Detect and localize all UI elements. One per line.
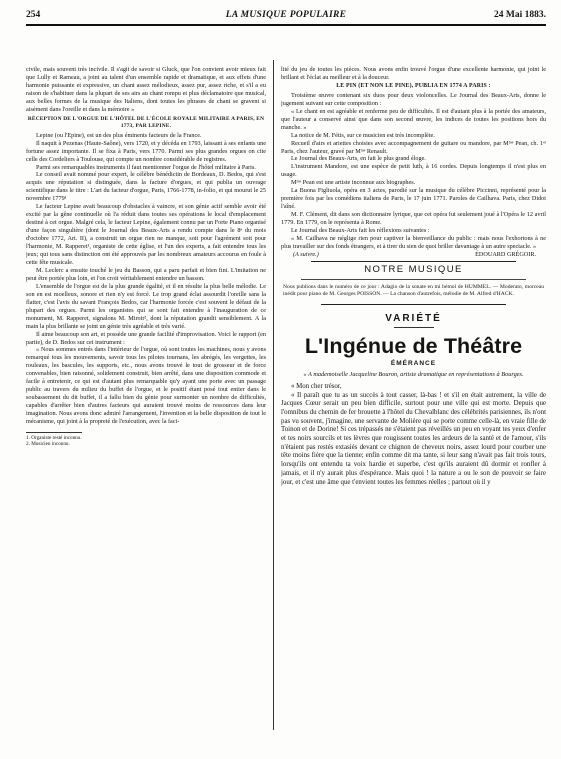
continued-paragraph: civile, mais souvent très incivile. Il s'agit de savoir si Gluck, que l'on convient avoir mieux fait que Lully et Rameau, a joint au talent d'un ensemble rapide et dramatique, et aux effets d'une harmonie puissante et expressive, un chant assez mélodieux, assez pur, assez riche, et s'il a eu raison de s'habituer dans la plupart de ses airs au chant rompu et plus déclamatoire que musical, aux belles formes de la musique des Italiens, dont toutes les phrases de chant se gravent si aisément dans l'oreille et dans la mémoire »	[26, 66, 266, 113]
story-body: « Il paraît que tu as un succès à tout casser, là-bas ! et s'il en était autrement, la ville de Jacques Cœur serait un peu bien difficile, surtout pour une ville qui est morte. Depuis que l'omnibus du chemin de fer brouette à l'hôtel du Chevalblanc des célébrités parisiennes, ils n'ont pas vu souvent, j'imagine, une servante de Molière qui se porte comme celle-là, en vraie fille de Toinon et de Dorine! Si ces trépassés ne s'étaient pas réveillés un peu en voyant tes yeux d'enfer et tes noirs sourcils et tes lèvres que rougissent toutes les ardeurs de la santé et de l'amour, s'ils n'étaient pas restés extasiés devant ce chignon de cheveux noirs, assez lourd pour courber une tête moins fière que la tienne; enfin comme dit ma tante, si leur sang n'avait pas fait trois tours, lorsqu'ils ont entendu ta voix hardie et superbe, c'est qu'ils auraient dû dormir et ronfler à jamais, et il n'y aurait plus d'espérance. Mais quoi ! la nature a ou le son de pouvoir se faire jour, et c'est une âme que t'envient toutes les femmes réelles ; partout où il y	[281, 391, 546, 486]
article-paragraph: L'ensemble de l'orgue est de la plus grande égalité, et il en résulte la plus belle mélodie. Le son en est moelleux, sonore et rien n'y est forcé. Le trop grand éclat assourdit l'oreille sans la flatter, c'est l'avis du savant François Bedos, car l'harmonie forcée c'est souvent le défaut de la plupart des orgues. Parmi les organistes qui se sont fait entendre à l'inauguration de ce monument, M. Rapperet, signalons M. Miroir², dont la réputation grandit sensiblement. A la main la plus brillante se joint un génie très agréable et très varié.	[26, 282, 266, 330]
left-column	[26, 66, 266, 746]
to-be-continued: (A suivre.)	[293, 250, 319, 258]
article-paragraph: L'instrument Mandore, est une espèce de petit luth, à 16 cordes. Depuis longtemps il n'est plus en usage.	[281, 163, 546, 179]
footnote: 2. Musicien inconnu.	[26, 441, 70, 448]
article-paragraph: Mᵐᵉ Pean est une artiste inconnue aux biographes.	[291, 179, 416, 187]
page-number: 254	[26, 10, 41, 20]
article-paragraph: La notice de M. Fétis, sur ce musicien est très incomplète.	[291, 131, 435, 139]
article-paragraph: M. F. Clément, dit dans son dictionnaire lyrique, que cet opéra fut seulement joué à l'Opéra le 12 avril 1779. En 1779, on le représenta à Rome.	[281, 211, 546, 227]
article-paragraph: Le Journal des Beaux-Arts, en fait le plus grand éloge.	[291, 155, 426, 163]
section-rule	[321, 304, 506, 305]
issue-date: 24 Mai 1883.	[494, 10, 546, 20]
story-author: ÉMÉRANCE	[390, 359, 437, 367]
article-paragraph: Parmi ses remarquables instruments il faut mentionner l'orgue de l'hôtel militaire à Paris.	[36, 163, 256, 171]
article-paragraph: « Nous sommes entrés dans l'intérieur de l'orgue, où sont toutes les machines, nous y avons remarqué tous les mouvements, savoir tous les pilotes tournans, les abrégés, les vergettes, les rouleaux, les bascules, les supports, etc., nous avons trouvé le tout de grosseur et de force convenables, bien raisonné, solidement construit, bien arrêté, dans une disposition commode et facile à entretenir, ce qui est d'autant plus remarquable qu'y ayant une porte avec un passage public au travers du milieu du buffet de l'orgue, et le positif étant posé tout entier dans le soubassement du dit buffet, il a fallu bien du génie pour surmonter un nombre de difficultés, capables d'arrêter bien d'autres facteurs qui auraient trouvé moins de ressources dans leur imagination. Nous avons donc admiré l'arrangement, l'invention et la belle disposition de tout le mécanisme, qui joint à la propreté de l'exécution, avec la faci-	[26, 346, 266, 426]
variete-heading: VARIÉTÉ	[385, 312, 442, 324]
journal-title: LA MUSIQUE POPULAIRE	[225, 10, 347, 20]
article-paragraph: Lepine (ou l'Epine), est un des plus éminents facteurs de la France.	[36, 131, 202, 139]
signature-line	[281, 251, 546, 259]
right-column	[281, 66, 546, 746]
article-paragraph: Troisième œuvre contenant six duos pour deux violoncelles. Le Journal des Beaux-Arts, donne le jugement suivant sur cette composition :	[281, 91, 546, 107]
music-notice: Nous publions dans le numéro de ce jour : Adagio de la sonate en mi bémol de HUMMEL. — Moderato, morceau inédit pour piano de M. Georges POISSON. — La chanson d'autrefois, mélodie de M. Alfred d'HACK.	[283, 283, 544, 297]
article-paragraph: Il naquit à Pezenas (Haute-Saône), vers 1720, et y décéda en 1793, laissant à ses enfants une fortune assez importante. Il se fixa à Paris, vers 1770. Parmi ses plus grandes orgues on cite celle des Cordeliers à Toulouse, qui compte un nombre considérable de registres.	[26, 139, 266, 163]
article-paragraph: Le conseil avait nommé pour expert, le célèbre bénédictin de Bordeaux, D. Bedos, qui s'est acquis une réputation si distinguée, dans la facture d'orgues, et qui publia un ouvrage scientifique dans le titre : L'art du facteur d'orgue, Paris, 1766-1778, in-folio, et qui mourut le 25 novembre 1779¹	[26, 171, 266, 203]
variete-underline	[394, 327, 434, 328]
footnote: 1. Organiste resté inconnu.	[26, 434, 82, 441]
page-header	[26, 10, 546, 24]
author-signature: ÉDOUARD GRÉGOIR.	[475, 250, 536, 258]
story-dedication: « A mademoiselle Jacqueline Bouron, artiste dramatique en représentations à Bourges.	[303, 370, 524, 378]
section-rule-thin	[301, 279, 526, 280]
column-divider	[273, 60, 274, 730]
article-paragraph: « M. Cailhava ne néglige rien pour captiver la bienveillance du public : mais nous l'exhortons à ne plus travailler sur des fonds étrangers, et à tirer du sien de quoi briller davantage à un autre spectacle. »	[281, 235, 546, 250]
article-paragraph: M. Leclerc a ensuite touché le jeu du Basson, qui a paru parfait et bien fini. L'imitation ne peut être portée plus loin, et l'on croit véritablement entendre un basson.	[26, 266, 266, 282]
pin-heading: LE PIN (ET NON LE PINE), PUBLIA EN 1774 A PARIS :	[336, 82, 491, 89]
article-paragraph: Le facteur Lepine avait beaucoup d'obstacles à vaincre, et son génie actif semble avoir été excité par la gêne continuelle où l'a réduit dans toutes ses opérations le local d'emplacement destiné à cet orgue. Malgré cela, le facteur Lepine, également connu par un Forte Piano organisé d'une façon singulière (dont le Journal des Beaux-Arts a rendu compte dans le 8ᵉ du mois d'octobre 1772, Art. II), a construit un orgue rien ne manque, soit pour l'agrément soit pour l'harmonie, M. Rapperet¹, organiste de cette église, et l'un des experts, a fait entendre tous les jeux; qui tous sans distinction ont été approuvés par les nombreux amateurs accourus en foule à cette fête musicale.	[26, 203, 266, 266]
section-rule	[311, 261, 516, 262]
article-paragraph: La Buona Figliuola, opéra en 3 actes, parodié sur la musique du célèbre Piccinni, représenté pour la première fois par les comédiens italiens de Paris, le 17 juin 1771. Paroles de Cailhava. Paris, chez Didot l'aîné.	[281, 187, 546, 211]
footnote-rule	[26, 432, 82, 433]
notre-musique-heading: NOTRE MUSIQUE	[364, 263, 463, 275]
article-paragraph: Il aime beaucoup son art, et possède une grande facilité d'improvisation. Voici le rapport (en partie), de D. Bedos sur cet instrument :	[26, 330, 266, 346]
continued-paragraph: lité du jeu de toutes les pièces. Nous avons enfin trouvé l'orgue d'une excellente harmonie, qui joint le brillant et l'éclat au meilleur et à la douceur.	[281, 66, 546, 81]
article-paragraph: Le Journal des Beaux-Arts fait les réflexions suivantes :	[291, 227, 430, 235]
story-title: L'Ingénue de Théâtre	[304, 333, 523, 358]
article-paragraph: Recueil d'airs et ariettes choisies avec accompagnement de guitare ou mandore, par Mᵐᵉ Pean, ch. 1ᵉʳ Paris, chez l'auteur, gravé par Mᵐᵉ Renault.	[281, 139, 546, 155]
story-salutation: « Mon cher trésor,	[291, 382, 342, 390]
header-rule	[26, 24, 546, 26]
article-paragraph: « Le chant en est agréable et renferme peu de difficultés. Il est d'autant plus à la portée des amateurs, que l'auteur a conservé ainsi que dans son second œuvre, les indices de toutes les positions hors du manche. »	[281, 107, 546, 131]
section-heading: RÉCEPTION DE L'ORGUE DE L'HÔTEL DE L'ÉCOLE ROYALE MILITAIRE A PARIS, EN 1773, PAR LEPINE.	[27, 115, 265, 129]
